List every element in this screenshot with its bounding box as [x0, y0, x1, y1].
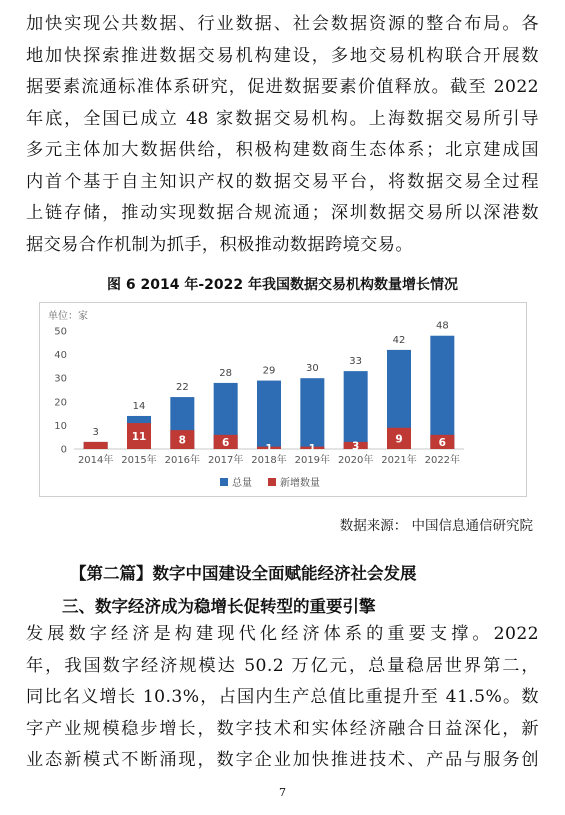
x-tick-label: 2021年 — [381, 455, 417, 466]
new-data-label: 3 — [352, 440, 360, 453]
unit-label: 单位：家 — [48, 311, 88, 322]
new-data-label: 11 — [131, 431, 147, 444]
total-data-label: 29 — [262, 365, 276, 377]
text-line: 据交易合作机制为抓手，积极推动数据跨境交易。 — [26, 234, 413, 255]
figure-caption: 图 6 2014 年-2022 年我国数据交易机构数量增长情况 — [107, 277, 458, 293]
y-tick-label: 10 — [54, 420, 67, 432]
chart-svg — [40, 303, 526, 496]
y-tick-label: 30 — [54, 373, 67, 385]
x-tick-label: 2019年 — [294, 455, 331, 466]
section-heading: 【第二篇】数字中国建设全面赋能经济社会发展 — [70, 564, 417, 583]
text-line: 发展数字经济是构建现代化经济体系的重要支撑。2022 — [26, 624, 539, 644]
text-line: 多元主体加大数据供给，积极构建数商生态体系；北京建成国 — [26, 140, 539, 160]
y-tick-label: 50 — [54, 326, 67, 338]
text-line: 年，我国数字经济规模达 50.2 万亿元，总量稳居世界第二， — [26, 655, 539, 676]
total-data-label: 3 — [92, 426, 99, 438]
text-line: 年底，全国已成立 48 家数据交易机构。上海数据交易所引导 — [26, 108, 539, 129]
text-line: 地加快探索推进数据交易机构建设，多地交易机构联合开展数 — [26, 45, 539, 66]
page-number: 7 — [279, 786, 286, 799]
x-tick-label: 2020年 — [337, 455, 374, 466]
new-data-label: 6 — [222, 436, 230, 449]
text-line: 据要素流通标准体系研究，促进数据要素价值释放。截至 2022 — [26, 77, 539, 97]
bar-new — [84, 442, 108, 449]
x-tick-label: 2016年 — [164, 455, 201, 466]
bar-total — [257, 381, 281, 449]
new-data-label: 1 — [308, 442, 316, 455]
legend-swatch — [220, 478, 228, 486]
body-paragraph-bottom — [26, 619, 539, 777]
legend-label: 总量 — [232, 478, 252, 489]
sub-heading: 三、数字经济成为稳增长促转型的重要引擎 — [62, 597, 376, 616]
y-tick-label: 20 — [54, 397, 67, 409]
text-line: 业态新模式不断涌现，数字企业加快推进技术、产品与服务创 — [26, 750, 539, 770]
text-line: 同比名义增长 10.3%，占国内生产总值比重提升至 41.5%。数 — [26, 687, 539, 707]
total-data-label: 28 — [219, 367, 233, 379]
bar-total — [430, 336, 454, 449]
new-data-label: 6 — [438, 436, 446, 449]
body-paragraph-top — [26, 9, 539, 261]
data-source: 数据来源： 中国信息通信研究院 — [339, 518, 533, 534]
text-line: 加快实现公共数据、行业数据、社会数据资源的整合布局。各 — [26, 14, 539, 34]
new-data-label: 9 — [395, 433, 403, 446]
legend-swatch — [268, 478, 276, 486]
legend-label: 新增数量 — [280, 478, 320, 489]
x-tick-label: 2017年 — [207, 455, 244, 466]
bar-total — [300, 378, 324, 449]
total-data-label: 30 — [305, 363, 319, 375]
y-tick-label: 40 — [54, 350, 67, 362]
x-tick-label: 2018年 — [251, 455, 287, 466]
total-data-label: 33 — [349, 356, 363, 368]
x-tick-label: 2022年 — [424, 455, 461, 466]
total-data-label: 22 — [175, 382, 189, 394]
total-data-label: 48 — [435, 320, 449, 332]
x-tick-label: 2014年 — [77, 455, 114, 466]
bar-total — [344, 371, 368, 449]
new-data-label: 1 — [265, 442, 273, 455]
bar-chart — [39, 302, 527, 497]
y-tick-label: 0 — [60, 444, 67, 456]
total-data-label: 42 — [392, 334, 406, 346]
x-tick-label: 2015年 — [121, 455, 157, 466]
new-data-label: 8 — [178, 434, 186, 447]
text-line: 字产业规模稳步增长，数字技术和实体经济融合日益深化，新 — [26, 718, 539, 739]
text-line: 内首个基于自主知识产权的数据交易平台，将数据交易全过程 — [26, 171, 539, 192]
total-data-label: 14 — [132, 400, 146, 412]
text-line: 上链存储，推动实现数据合规流通；深圳数据交易所以深港数 — [26, 203, 539, 223]
